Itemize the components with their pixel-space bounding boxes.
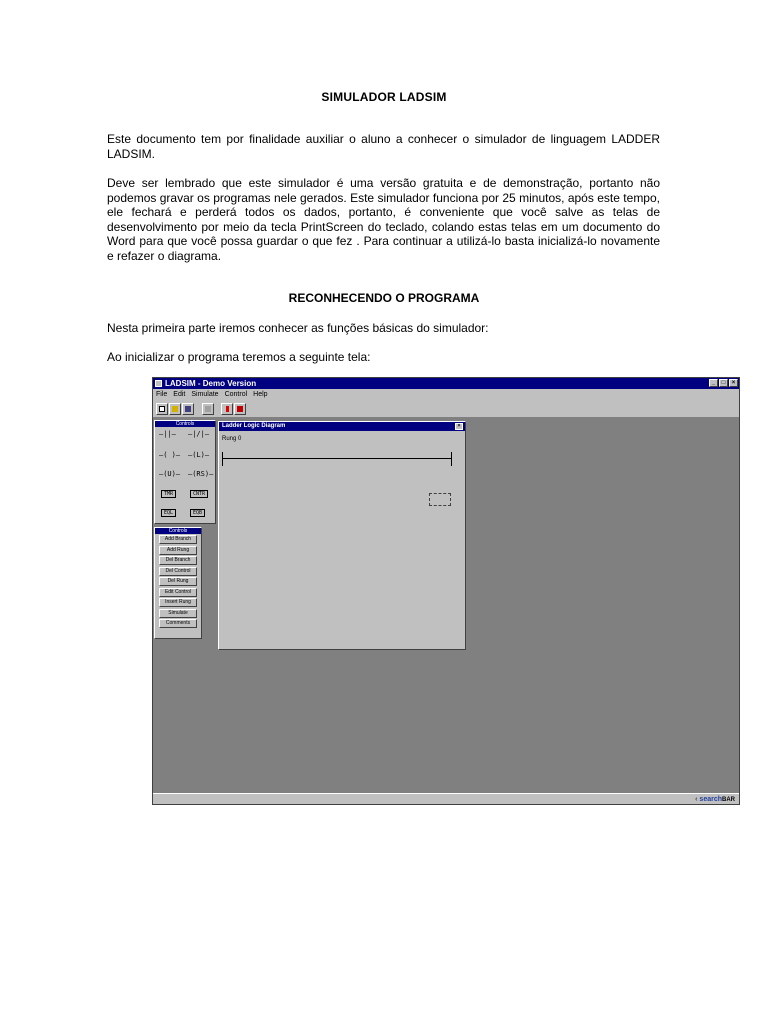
del-control-button[interactable]: Del Control: [159, 567, 197, 576]
menubar: [153, 389, 739, 400]
right-power-rail: [451, 452, 452, 466]
symbol-palette-title: Controls: [155, 421, 215, 427]
document-title: SIMULADOR LADSIM: [321, 90, 447, 104]
simulate-button[interactable]: Simulate: [159, 609, 197, 618]
menu-file[interactable]: File: [156, 391, 168, 398]
insert-rung-button[interactable]: Insert Rung: [159, 598, 197, 607]
section-intro-paragraph: Nesta primeira parte iremos conhecer as funções básicas do simulador:: [107, 321, 489, 335]
controls-panel-title: Controls: [155, 528, 201, 534]
rung-label: Rung 0: [222, 436, 242, 442]
searchbar-logo[interactable]: [693, 795, 737, 804]
statusbar: [153, 793, 739, 804]
simulate-icon[interactable]: [221, 403, 233, 415]
edit-control-button[interactable]: Edit Control: [159, 588, 197, 597]
save-icon[interactable]: [182, 403, 194, 415]
ladder-diagram-window: [218, 421, 466, 650]
contact-no-symbol[interactable]: —||—: [159, 430, 176, 438]
counter-symbol[interactable]: CNTR: [190, 490, 208, 498]
menu-simulate[interactable]: Simulate: [191, 391, 219, 398]
latch-coil-symbol[interactable]: —(L)—: [188, 451, 210, 459]
new-file-icon[interactable]: [156, 403, 168, 415]
cursor-placeholder[interactable]: [429, 493, 451, 506]
searchbar-bar-text: BAR: [722, 797, 735, 803]
stop-icon[interactable]: [234, 403, 246, 415]
chevron-left-icon: ‹: [695, 796, 700, 803]
diagram-title: Ladder Logic Diagram: [222, 423, 286, 429]
left-power-rail: [222, 452, 223, 466]
menu-control[interactable]: Control: [224, 391, 248, 398]
ladsim-screenshot: [152, 377, 740, 805]
app-titlebar: [153, 378, 739, 389]
equal-symbol[interactable]: EQL: [161, 509, 176, 517]
print-icon[interactable]: [202, 403, 214, 415]
warning-paragraph: Deve ser lembrado que este simulador é uma versão gratuita e de demonstração, portanto não podemos gravar os programas nele gerados. Este simulador funciona por 25 minutos, após este tempo, ele fechará e perderá todos os dados, portanto, é conveniente que você salve as telas de desenvolvimento por meio da tecla PrintScreen do teclado, colando estas telas em um documento do Word para que você possa guardar o que fez . Para continuar a utilizá-lo basta inicializá-lo novamente e refazer o diagrama.: [107, 176, 660, 263]
equal-b-symbol[interactable]: EQB: [190, 509, 205, 517]
comments-button[interactable]: Comments: [159, 619, 197, 628]
del-branch-button[interactable]: Del Branch: [159, 556, 197, 565]
searchbar-search-text: search: [699, 796, 722, 803]
screen-intro-paragraph: Ao inicializar o programa teremos a seguinte tela:: [107, 350, 371, 364]
section-heading: RECONHECENDO O PROGRAMA: [288, 291, 480, 305]
menu-edit[interactable]: Edit: [173, 391, 186, 398]
coil-symbol[interactable]: —( )—: [159, 451, 181, 459]
add-rung-button[interactable]: Add Rung: [159, 546, 197, 555]
app-icon: [155, 380, 162, 387]
window-buttons: [709, 379, 738, 387]
del-rung-button[interactable]: Del Rung: [159, 577, 197, 586]
open-folder-icon[interactable]: [169, 403, 181, 415]
minimize-icon[interactable]: _: [709, 379, 718, 387]
rung-line[interactable]: [222, 458, 451, 459]
close-icon[interactable]: ×: [729, 379, 738, 387]
maximize-icon[interactable]: □: [719, 379, 728, 387]
reset-coil-symbol[interactable]: —(RS)—: [188, 470, 214, 478]
add-branch-button[interactable]: Add Branch: [159, 535, 197, 544]
timer-symbol[interactable]: TMR: [161, 490, 176, 498]
symbol-palette: [154, 420, 216, 524]
menu-help[interactable]: Help: [253, 391, 268, 398]
unlatch-coil-symbol[interactable]: —(U)—: [159, 470, 181, 478]
contact-nc-symbol[interactable]: —|/|—: [188, 430, 210, 438]
diagram-close-icon[interactable]: ×: [455, 423, 463, 430]
diagram-titlebar: [219, 422, 465, 431]
window-title: LADSIM - Demo Version: [165, 379, 257, 388]
intro-paragraph: Este documento tem por finalidade auxiliar o aluno a conhecer o simulador de linguagem LADDER LADSIM.: [107, 132, 660, 161]
controls-panel: [154, 527, 202, 639]
toolbar: [153, 400, 739, 418]
